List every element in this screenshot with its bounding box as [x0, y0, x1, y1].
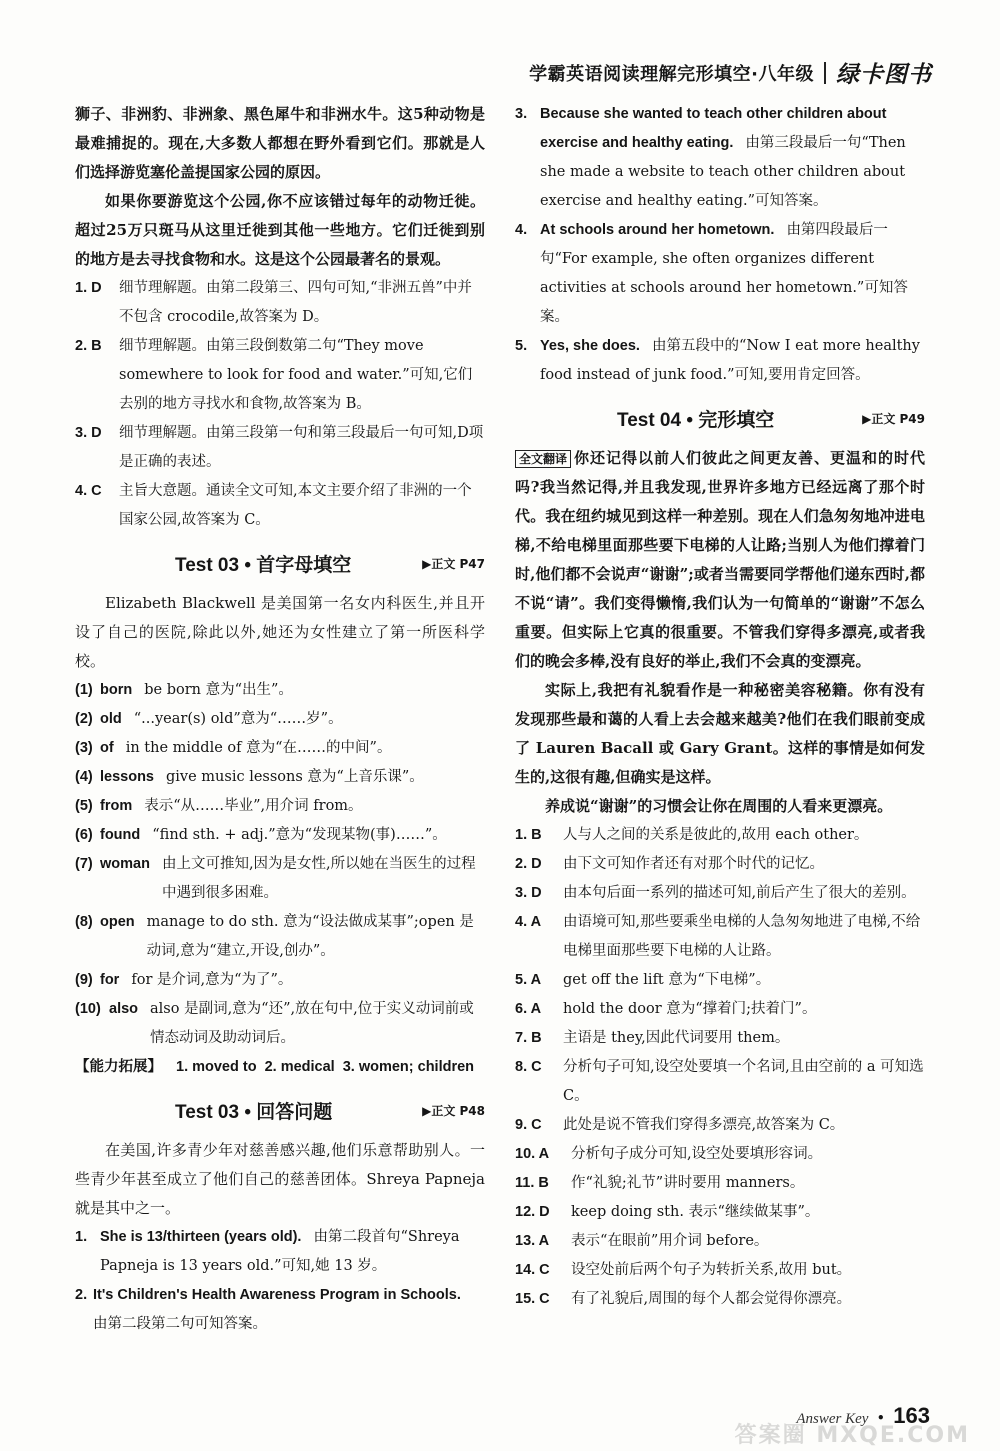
section-title: Test 04 • 完形填空 [617, 409, 775, 431]
footer-bullet: • [876, 1409, 886, 1427]
blank-answer: (7) woman 由上文可推知,因为是女性,所以她在当医生的过程中遇到很多困难。 [75, 856, 476, 901]
header-divider [824, 62, 826, 84]
left-column [75, 100, 485, 1339]
qa-answer: 3. Because she wanted to teach other children about exercise and healthy eating. 由第三段最后一句“Then she made a website to teach other children about exercise and healthy eating.”可知答案。 [515, 106, 906, 209]
answer-item: 4. C 主旨大意题。通读全文可知,本文主要介绍了非洲的一个国家公园,故答案为 C。 [75, 483, 472, 528]
section-title: Test 03 • 首字母填空 [175, 554, 352, 576]
answer-item: 8. C 分析句子可知,设空处要填一个名词,且由空前的 a 可知选 C。 [515, 1059, 924, 1104]
answer-key-label: Answer Key [796, 1411, 869, 1427]
section-heading [515, 394, 925, 442]
section-intro: 在美国,许多青少年对慈善感兴趣,他们乐意帮助别人。一些青少年甚至成立了他们自己的慈善团体。Shreya Papneja 就是其中之一。 [75, 1141, 485, 1217]
translation-paragraph-2: 实际上,我把有礼貌看作是一种秘密美容秘籍。你有没有发现那些最和蔼的人看上去会越来越美?他们在我们眼前变成了 Lauren Bacall 或 Gary Grant。这样的事情是如何发生的,这很有趣,但确实是这样。 [515, 681, 925, 786]
translation-paragraph-3: 养成说“谢谢”的习惯会让你在周围的人看来更漂亮。 [545, 797, 893, 815]
answer-item: 2. B 细节理解题。由第三段倒数第二句“They move somewhere to look for food and water.”可知,它们去别的地方寻找水和食物,故答案为 B。 [75, 338, 473, 412]
blank-answer: (8) open manage to do sth. 意为“设法做成某事”;open 是动词,意为“建立,开设,创办”。 [75, 914, 474, 959]
answer-item: 13. A 表示“在眼前”用介词 before。 [515, 1233, 769, 1249]
answer-item: 12. D keep doing sth. 表示“继续做某事”。 [515, 1204, 820, 1220]
section-page-ref: ▶正文 P48 [422, 1103, 485, 1118]
book-title: 学霸英语阅读理解完形填空·八年级 [529, 63, 814, 85]
section-heading [75, 539, 485, 587]
qa-answer: 4. At schools around her hometown. 由第四段最后一句“For example, she often organizes different activities at schools around her hometown.”可知答案。 [515, 222, 908, 325]
section-heading [75, 1086, 485, 1134]
section-page-ref: ▶正文 P49 [862, 411, 925, 426]
blank-answer: (10) also also 是副词,意为“还”,放在句中,位于实义动词前或情态动词及助动词后。 [75, 1001, 474, 1046]
ability-extension: 【能力拓展】 1. moved to 2. medical 3. women; children [75, 1059, 475, 1075]
answer-item: 14. C 设空处前后两个句子为转折关系,故用 but。 [515, 1262, 852, 1278]
publisher-logo: 绿卡图书 [836, 62, 932, 88]
right-column [515, 100, 925, 1314]
qa-answer: 1. She is 13/thirteen (years old). 由第二段首句“Shreya Papneja is 13 years old.”可知,她 13 岁。 [75, 1229, 460, 1274]
blank-answer: (1) born be born 意为“出生”。 [75, 682, 293, 698]
answer-item: 3. D 细节理解题。由第三段第一句和第三段最后一句可知,D项是正确的表述。 [75, 425, 484, 470]
qa-answer: 2. It's Children's Health Awareness Program in Schools.由第二段第二句可知答案。 [75, 1287, 461, 1332]
answer-item: 5. A get off the lift 意为“下电梯”。 [515, 972, 771, 988]
blank-answer: (5) from 表示“从……毕业”,用介词 from。 [75, 798, 363, 814]
section-intro: Elizabeth Blackwell 是美国第一名女内科医生,并且开设了自己的医院,除此以外,她还为女性建立了第一所医科学校。 [75, 594, 485, 670]
section-title: Test 03 • 回答问题 [175, 1101, 333, 1123]
full-translation-tag: 全文翻译 [515, 450, 571, 468]
intro-paragraph-2: 如果你要游览这个公园,你不应该错过每年的动物迁徙。超过25万只斑马从这里迁徙到其他一些地方。它们迁徙到别的地方是去寻找食物和水。这是这个公园最著名的景观。 [75, 192, 485, 268]
blank-answer: (4) lessons give music lessons 意为“上音乐课”。 [75, 769, 424, 785]
intro-paragraph-1: 狮子、非洲豹、非洲象、黑色犀牛和非洲水牛。这5种动物是最难捕捉的。现在,大多数人都想在野外看到它们。那就是人们选择游览塞伦盖提国家公园的原因。 [75, 105, 485, 181]
qa-answer: 5. Yes, she does. 由第五段中的“Now I eat more healthy food instead of junk food.”可知,要用肯定回答。 [515, 338, 920, 383]
answer-item: 4. A 由语境可知,那些要乘坐电梯的人急匆匆地进了电梯,不给电梯里面那些要下电梯的人让路。 [515, 914, 921, 959]
answer-item: 11. B 作“礼貌;礼节”讲时要用 manners。 [515, 1175, 805, 1191]
answer-item: 7. B 主语是 they,因此代词要用 them。 [515, 1030, 790, 1046]
page-header [529, 56, 932, 89]
translation-paragraph-1: 全文翻译 你还记得以前人们彼此之间更友善、更温和的时代吗?我当然记得,并且我发现,世界许多地方已经远离了那个时代。我在纽约城见到这样一种差别。现在人们急匆匆地冲进电梯,不给电梯里面那些要下电梯的人让路;当别人为他们撑着门时,他们都不会说声“谢谢”;或者当需要同学帮他们递东西时,都不说“请”。我们变得懒惰,我们认为一句简单的“谢谢”不怎么重要。但实际上它真的很重要。不管我们穿得多漂亮,或者我们的晚会多棒,没有良好的举止,我们不会真的变漂亮。 [515, 449, 925, 670]
section-page-ref: ▶正文 P47 [422, 556, 485, 571]
blank-answer: (6) found “find sth. + adj.”意为“发现某物(事)……”。 [75, 827, 447, 843]
answer-item: 3. D 由本句后面一系列的描述可知,前后产生了很大的差别。 [515, 885, 916, 901]
blank-answer: (9) for for 是介词,意为“为了”。 [75, 972, 293, 988]
answer-item: 1. D 细节理解题。由第二段第三、四句可知,“非洲五兽”中并不包含 crocodile,故答案为 D。 [75, 280, 472, 325]
page-number: 163 [893, 1403, 930, 1428]
answer-item: 9. C 此处是说不管我们穿得多漂亮,故答案为 C。 [515, 1117, 845, 1133]
blank-answer: (3) of in the middle of 意为“在……的中间”。 [75, 740, 392, 756]
answer-item: 2. D 由下文可知作者还有对那个时代的记忆。 [515, 856, 824, 872]
answer-item: 15. C 有了礼貌后,周围的每个人都会觉得你漂亮。 [515, 1291, 852, 1307]
answer-item: 6. A hold the door 意为“撑着门;扶着门”。 [515, 1001, 817, 1017]
answer-item: 10. A 分析句子成分可知,设空处要填形容词。 [515, 1146, 823, 1162]
blank-answer: (2) old “...year(s) old”意为“……岁”。 [75, 711, 343, 727]
watermark: 答案圈 MXQE.COM [734, 1423, 970, 1448]
page-footer [796, 1403, 930, 1429]
answer-item: 1. B 人与人之间的关系是彼此的,故用 each other。 [515, 827, 869, 843]
